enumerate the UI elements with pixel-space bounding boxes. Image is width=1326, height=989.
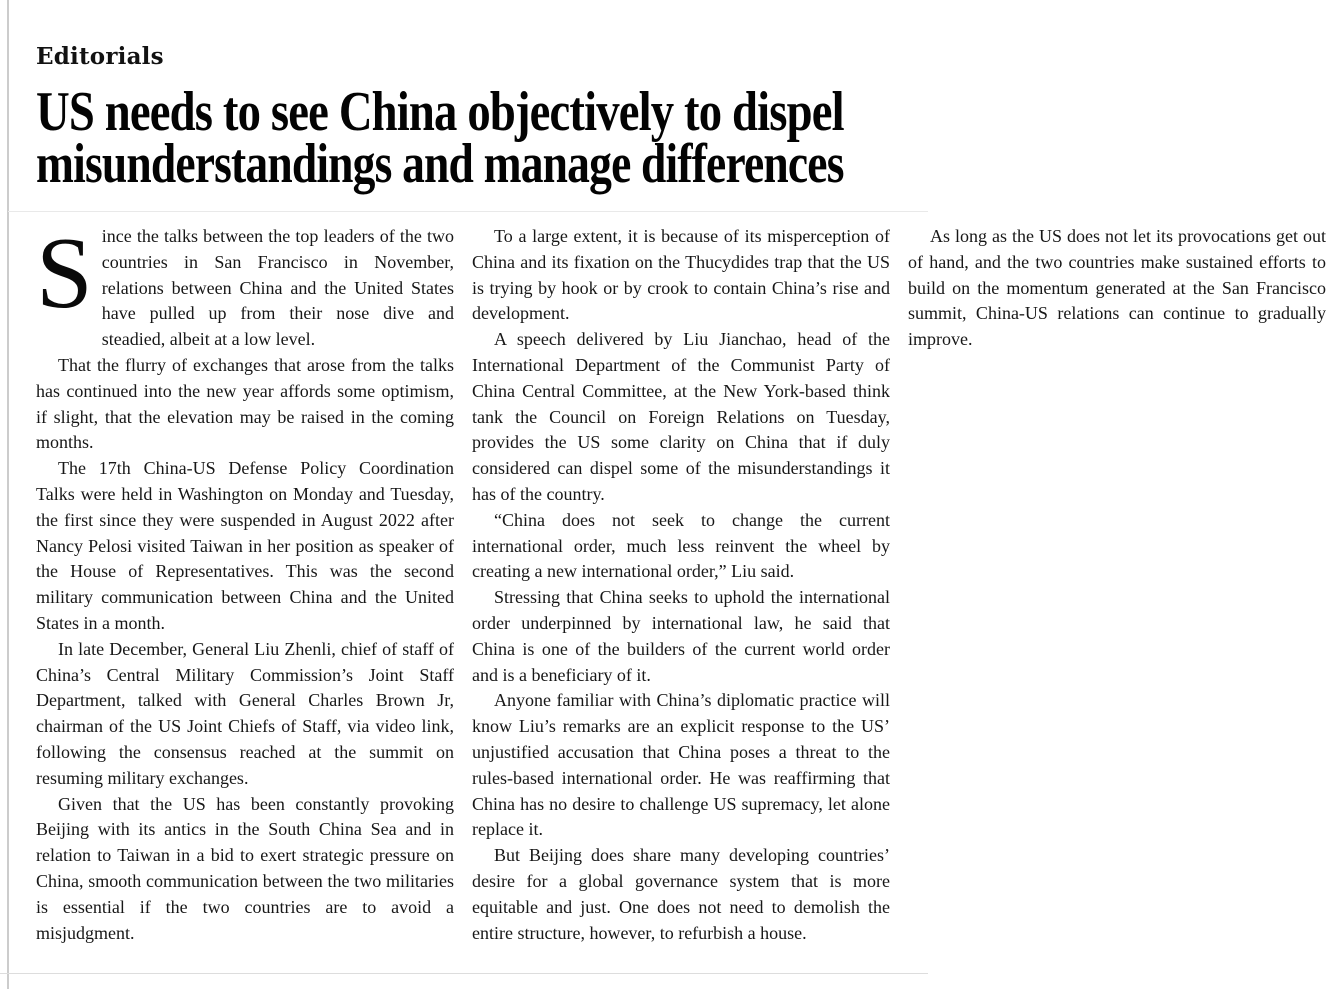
headline (36, 81, 890, 195)
drop-cap: S (36, 217, 93, 330)
article-paragraph: That the flurry of exchanges that arose from the talks has continued into the new year affords some optimism, if slight, that the elevation may be raised in the coming months. (36, 354, 454, 453)
page-content (36, 0, 890, 195)
article-paragraph: “China does not seek to change the current international order, much less reinvent the wheel by creating a new international order,” Liu said. (472, 509, 890, 582)
article-paragraph: In late December, General Liu Zhenli, chief of staff of China’s Central Military Commission’s Joint Staff Department, talked with General Charles Brown Jr, chairman of the US Joint Chiefs of Staff, via video link, following the consensus reached at the summit on resuming military exchanges. (36, 638, 454, 788)
article-paragraph: A speech delivered by Liu Jianchao, head of the International Department of the Communist Party of China Central Committee, at the New York-based think tank the Council on Foreign Relations on Tuesday, provides the US some clarity on China that if duly considered can dispel some of the misunderstandings it has of the country. (472, 329, 890, 504)
article-body (36, 217, 1326, 972)
article-paragraph: Given that the US has been constantly provoking Beijing with its antics in the South China Sea and in relation to Taiwan in a bid to exert strategic pressure on China, smooth communication between the two militaries is essential if the two countries are to avoid a misjudgment. (36, 793, 454, 943)
article-paragraph: Stressing that China seeks to uphold the international order underpinned by international law, he said that China is one of the builders of the current world order and is a beneficiary of it. (472, 587, 890, 685)
headline-row-1 (36, 81, 890, 143)
headline-line-1: US needs to see China objectively to dispel (36, 81, 844, 143)
article-paragraph: Anyone familiar with China’s diplomatic practice will know Liu’s remarks are an explicit response to the US’ unjustified accusation that China poses a threat to the rules-based international order. He was reaffirming that China has no desire to challenge US supremacy, let alone replace it. (472, 690, 890, 840)
headline-divider-rule (8, 211, 928, 212)
section-label: Editorials (36, 43, 164, 70)
article-paragraph: The 17th China-US Defense Policy Coordination Talks were held in Washington on Monday and Tuesday, the first since they were suspended in August 2022 after Nancy Pelosi visited Taiwan in her position as speaker of the House of Representatives. This was the second military communication between China and the United States in a month. (36, 458, 454, 633)
bottom-divider-rule (0, 973, 928, 974)
article-paragraph: As long as the US does not let its provocations get out of hand, and the two countries make sustained efforts to build on the momentum generated at the San Francisco summit, China-US relations can continue to gradually improve. (908, 226, 1326, 350)
article-paragraph: Since the talks between the top leaders of the two countries in San Francisco in November, relations between China and the United States have pulled up from their nose dive and steadied, albeit at a low level. (36, 217, 454, 350)
headline-line-2: misunderstandings and manage differences (36, 133, 844, 195)
article-paragraph: To a large extent, it is because of its misperception of China and its fixation on the Thucydides trap that the US is trying by hook or by crook to contain China’s rise and development. (472, 226, 890, 324)
article-paragraph: But Beijing does share many developing countries’ desire for a global governance system that is more equitable and just. One does not need to demolish the entire structure, however, to refurbish a house. (472, 845, 890, 943)
left-border-rule (7, 0, 9, 989)
headline-row-2 (36, 133, 890, 195)
